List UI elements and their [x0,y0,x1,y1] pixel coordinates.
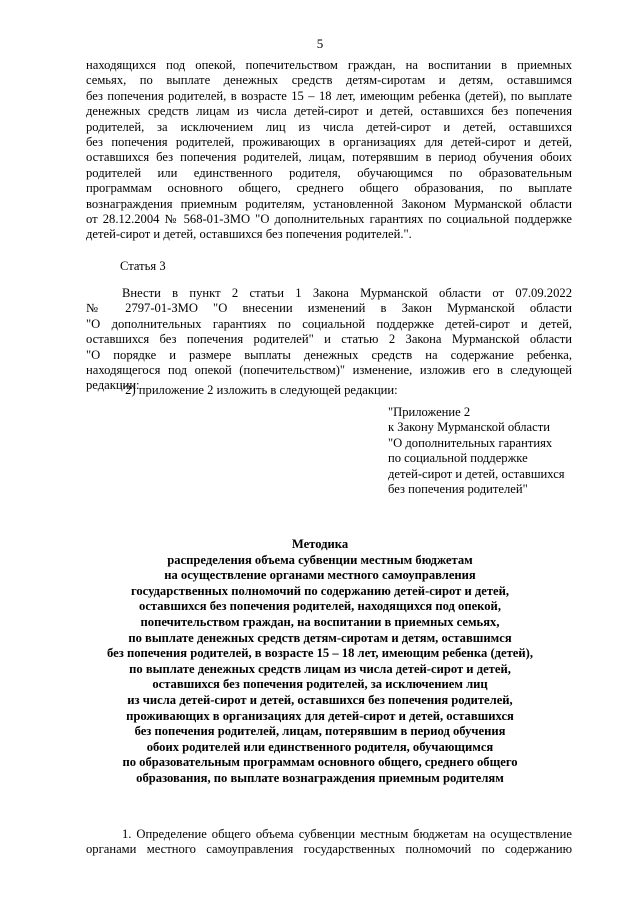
appendix-line: без попечения родителей" [388,482,528,497]
appendix-line: детей-сирот и детей, оставшихся [388,466,565,481]
appendix-line: к Закону Мурманской области [388,420,550,435]
text-line: без попечения родителей, в возрасте 15 – 18 лет, имеющим ребенка (детей), по выплате [86,88,572,103]
title-line: без попечения родителей, в возрасте 15 – 18 лет, имеющим ребенка (детей), [107,646,533,661]
text-line: от 28.12.2004 № 568-01-ЗМО "О дополнительных гарантиях по социальной поддержке [86,212,572,227]
text-line: № 2797-01-ЗМО "О внесении изменений в Закон Мурманской области [86,301,572,316]
title-line: без попечения родителей, лицам, потерявшим в период обучения [134,724,506,739]
page-number: 5 [316,36,324,51]
title-line: по образовательным программам основного общего, среднего общего [122,755,518,770]
text-line: родителей или единственного родителя, обучающимся по образовательным [86,165,572,180]
appendix-header [388,405,565,497]
amendment-paragraph [86,286,572,394]
text-line: "О дополнительных гарантиях по социальной поддержке детей-сирот и детей, [86,316,572,331]
text-line: редакции: [86,378,140,393]
text-line: без попечения родителей, проживающих в организациях для детей-сирот и детей, [86,135,572,150]
text-line: родителей, за исключением лиц из числа детей-сирот и детей, оставшихся [86,119,572,134]
appendix-line: "Приложение 2 [388,405,471,419]
article-heading: Статья 3 [120,259,166,273]
text-line: оставшихся без попечения родителей, лицам, потерявшим в период обучения обоих [86,150,572,165]
title-line: оставшихся без попечения родителей, находящихся под опекой, [139,599,501,614]
title-line: по выплате денежных средств лицам из числа детей-сирот и детей, [129,661,511,676]
title-line: на осуществление органами местного самоуправления [164,568,476,583]
title-line: Методика [291,537,349,551]
amendment-item: "2) приложение 2 изложить в следующей редакции: [120,383,398,397]
paragraph-continuation [86,58,572,243]
text-line: денежных средств лицам из числа детей-сирот и детей, оставшихся без попечения [86,104,572,119]
text-line: органами местного самоуправления государственных полномочий по содержанию [86,842,572,857]
title-line: проживающих в организациях для детей-сирот и детей, оставшихся [126,708,514,723]
title-line: попечительством граждан, на воспитании в приемных семьях, [140,614,500,629]
text-line: вознаграждения приемным родителям, установленной Законом Мурманской области [86,196,572,211]
title-line: государственных полномочий по содержанию детей-сирот и детей, [130,583,510,598]
title-line: обоих родителей или единственного родителя, обучающимся [146,739,494,754]
title-line: распределения объема субвенции местным бюджетам [167,552,473,567]
methodology-title [60,537,580,787]
text-line: "О порядке и размере выплаты денежных средств на содержание ребенка, [86,347,572,362]
title-line: из числа детей-сирот и детей, оставшихся без попечения родителей, [127,692,513,707]
appendix-line: "О дополнительных гарантиях [388,435,553,450]
text-line: Внести в пункт 2 статьи 1 Закона Мурманской области от 07.09.2022 [122,286,572,300]
text-line: семьях, по выплате денежных средств детям-сиротам и детям, оставшимся [86,73,572,88]
appendix-line: по социальной поддержке [388,451,528,466]
text-line: программам основного общего, среднего общего образования, по выплате [86,181,572,196]
text-line: детей-сирот и детей, оставшихся без попечения родителей.". [86,227,412,242]
text-line: находящегося под опекой (попечительством)" изменение, изложив его в следующей [86,363,572,378]
methodology-paragraph [86,827,572,858]
title-line: образования, по выплате вознаграждения приемным родителям [136,770,504,785]
text-line: находящихся под опекой, попечительством граждан, на воспитании в приемных [86,58,572,72]
text-line: оставшихся без попечения родителей" и статью 2 Закона Мурманской области [86,332,572,347]
text-line: 1. Определение общего объема субвенции местным бюджетам на осуществление [122,827,572,841]
title-line: по выплате денежных средств детям-сиротам и детям, оставшимся [128,630,512,645]
title-line: оставшихся без попечения родителей, за исключением лиц [152,677,488,692]
